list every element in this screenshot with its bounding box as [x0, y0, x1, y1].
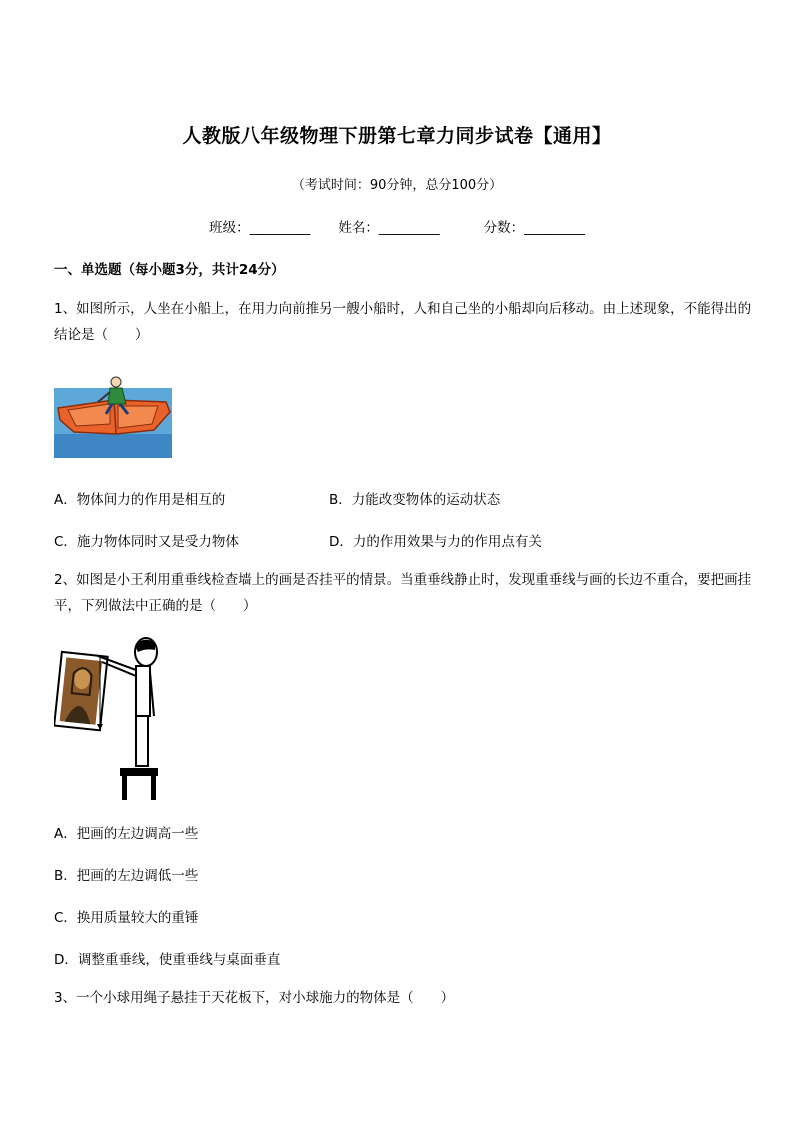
painting-plumb-line-figure [54, 634, 164, 802]
class-blank: _________ [249, 220, 311, 236]
q1-option-c[interactable]: C．施力物体同时又是受力物体 [54, 534, 239, 550]
q1-option-a[interactable]: A．物体间力的作用是相互的 [54, 492, 226, 508]
name-blank: _________ [378, 220, 440, 236]
question-1-text: 1、如图所示，人坐在小船上，在用力向前推另一艘小船时，人和自己坐的小船却向后移动。由上述现象，不能得出的结论是（ ） [54, 301, 752, 343]
student-info-line [0, 216, 794, 236]
question-3-text: 3、一个小球用绳子悬挂于天花板下，对小球施力的物体是（ ） [54, 990, 455, 1006]
q1-option-d[interactable]: D．力的作用效果与力的作用点有关 [329, 534, 542, 550]
q1-option-b[interactable]: B．力能改变物体的运动状态 [329, 492, 501, 508]
q2-option-b[interactable]: B．把画的左边调低一些 [54, 868, 199, 884]
exam-subtitle: （考试时间：90分钟，总分100分） [291, 178, 503, 193]
question-2-text: 2、如图是小王利用重垂线检查墙上的画是否挂平的情景。当重垂线静止时，发现重垂线与画的长边不重合，要把画挂平，下列做法中正确的是（ ） [54, 572, 752, 614]
section-heading: 一、单选题（每小题3分，共计24分） [54, 262, 285, 278]
q2-option-c[interactable]: C．换用质量较大的重锤 [54, 910, 199, 926]
boat-figure [54, 374, 172, 458]
q2-option-a[interactable]: A．把画的左边调高一些 [54, 826, 199, 842]
q2-option-d[interactable]: D．调整重垂线，使重垂线与桌面垂直 [54, 952, 281, 968]
score-label: 分数： [483, 220, 525, 236]
name-label: 姓名： [338, 220, 379, 236]
page-title: 人教版八年级物理下册第七章力同步试卷【通用】 [182, 125, 612, 147]
score-blank: _________ [524, 220, 585, 236]
class-label: 班级： [209, 220, 250, 236]
